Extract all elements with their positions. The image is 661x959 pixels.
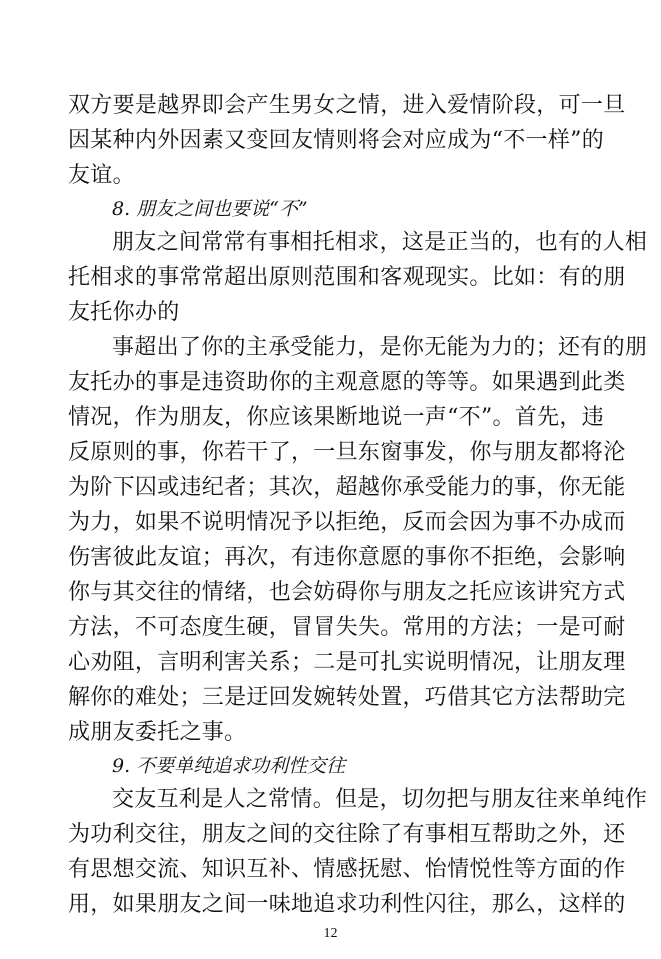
body-line: 心劝阻，言明利害关系；二是可扎实说明情况，让朋友理 [68,650,626,675]
body-line: 友托你办的 [68,300,180,325]
body-line: 解你的难处；三是迂回发婉转处置，巧借其它方法帮助完 [68,685,626,710]
body-line: 为功利交往，朋友之间的交往除了有事相互帮助之外，还 [68,822,626,847]
section-heading-9: 9. 不要单纯追求功利性交往 [112,755,346,777]
body-line: 成朋友委托之事。 [68,720,247,745]
body-line: 为阶下囚或违纪者；其次，超越你承受能力的事，你无能 [68,475,626,500]
body-line: 交友互利是人之常情。但是，切勿把与朋友往来单纯作 [112,787,648,812]
body-line: 事超出了你的主承受能力，是你无能为力的；还有的朋 [112,335,648,360]
body-line: 双方要是越界即会产生男女之情，进入爱情阶段，可一旦 [68,93,626,118]
section-heading-8: 8. 朋友之间也要说“不” [112,198,308,220]
body-line: 情况，作为朋友，你应该果断地说一声“不”。首先，违 [68,405,604,430]
body-line: 因某种内外因素又变回友情则将会对应成为“不一样”的 [68,128,604,153]
body-line: 朋友之间常常有事相托相求，这是正当的，也有的人相 [112,230,648,255]
body-line: 伤害彼此友谊；再次，有违你意愿的事你不拒绝，会影响 [68,545,626,570]
body-line: 托相求的事常常超出原则范围和客观现实。比如：有的朋 [68,265,626,290]
body-line: 用，如果朋友之间一味地追求功利性闪往，那么，这样的 [68,892,626,917]
body-line: 为力，如果不说明情况予以拒绝，反而会因为事不办成而 [68,510,626,535]
body-line: 有思想交流、知识互补、情感抚慰、怡情悦性等方面的作 [68,857,626,882]
body-line: 友托办的事是违资助你的主观意愿的等等。如果遇到此类 [68,370,626,395]
page-number: 12 [323,926,338,941]
body-line: 你与其交往的情绪，也会妨碍你与朋友之托应该讲究方式 [68,580,626,605]
body-line: 友谊。 [68,163,135,188]
body-line: 方法，不可态度生硬，冒冒失失。常用的方法；一是可耐 [68,615,626,640]
body-line: 反原则的事，你若干了，一旦东窗事发，你与朋友都将沦 [68,440,626,465]
